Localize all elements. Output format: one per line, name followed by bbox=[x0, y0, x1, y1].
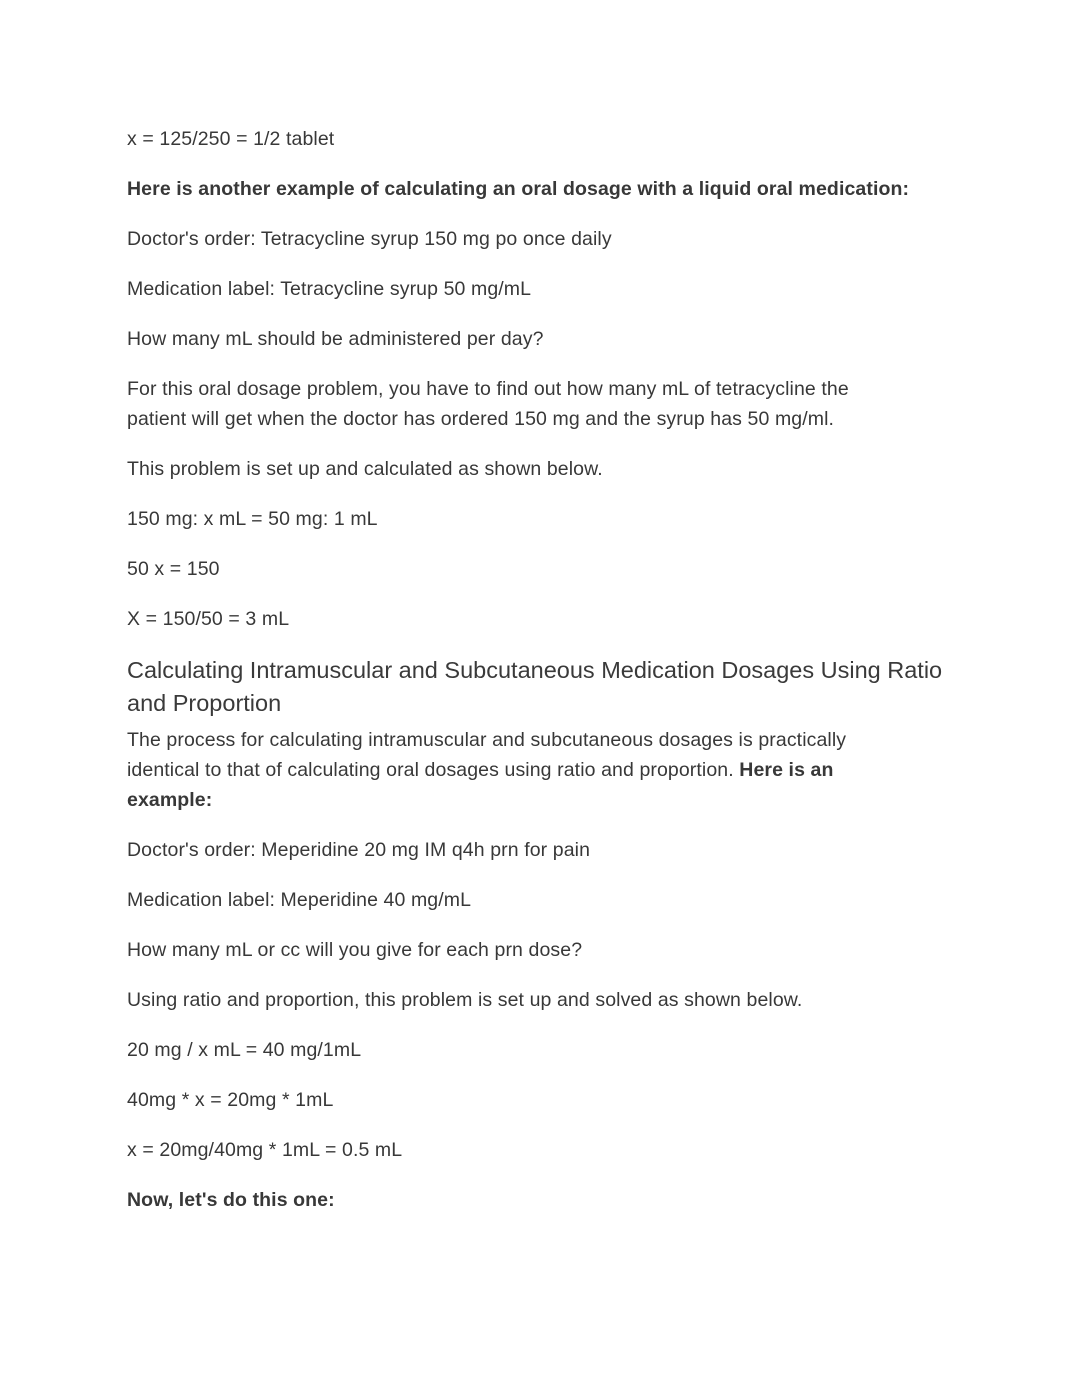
closing-prompt-line: Now, let's do this one: bbox=[127, 1189, 335, 1211]
process-line-2-bold-text: Here is an bbox=[739, 759, 834, 781]
calc-result-line: x = 125/250 = 1/2 tablet bbox=[127, 128, 335, 150]
formula-line-im-2: 40mg * x = 20mg * 1mL bbox=[127, 1089, 334, 1111]
medication-label-line-2: Medication label: Meperidine 40 mg/mL bbox=[127, 889, 472, 911]
formula-line-ratio-2: 50 x = 150 bbox=[127, 558, 220, 580]
question-line-1: How many mL should be administered per day? bbox=[127, 328, 544, 350]
section-heading-line-2: and Proportion bbox=[127, 690, 282, 716]
formula-line-im-3: x = 20mg/40mg * 1mL = 0.5 mL bbox=[127, 1139, 403, 1161]
medication-label-line-1: Medication label: Tetracycline syrup 50 mg/mL bbox=[127, 278, 532, 300]
question-line-2: How many mL or cc will you give for each prn dose? bbox=[127, 939, 583, 961]
doctors-order-line-1: Doctor's order: Tetracycline syrup 150 mg po once daily bbox=[127, 228, 612, 250]
setup-note-line-2: Using ratio and proportion, this problem is set up and solved as shown below. bbox=[127, 989, 803, 1011]
doctors-order-line-2: Doctor's order: Meperidine 20 mg IM q4h prn for pain bbox=[127, 839, 591, 861]
formula-line-im-1: 20 mg / x mL = 40 mg/1mL bbox=[127, 1039, 362, 1061]
explanation-line-2: patient will get when the doctor has ordered 150 mg and the syrup has 50 mg/ml. bbox=[127, 408, 835, 430]
process-line-2-normal-text: identical to that of calculating oral dosages using ratio and proportion. bbox=[127, 759, 740, 781]
formula-line-ratio-1: 150 mg: x mL = 50 mg: 1 mL bbox=[127, 508, 378, 530]
process-line-1: The process for calculating intramuscular and subcutaneous dosages is practically bbox=[127, 729, 847, 751]
document-body bbox=[127, 124, 967, 1235]
formula-line-ratio-3: X = 150/50 = 3 mL bbox=[127, 608, 290, 630]
section-heading bbox=[127, 654, 967, 720]
process-line-3: example: bbox=[127, 789, 213, 811]
setup-note-line-1: This problem is set up and calculated as shown below. bbox=[127, 458, 603, 480]
process-line-2 bbox=[127, 755, 967, 785]
section-heading-line-1: Calculating Intramuscular and Subcutaneous Medication Dosages Using Ratio bbox=[127, 657, 943, 683]
explanation-line-1: For this oral dosage problem, you have to find out how many mL of tetracycline the bbox=[127, 378, 849, 400]
example-intro-line: Here is another example of calculating an oral dosage with a liquid oral medication: bbox=[127, 178, 910, 200]
